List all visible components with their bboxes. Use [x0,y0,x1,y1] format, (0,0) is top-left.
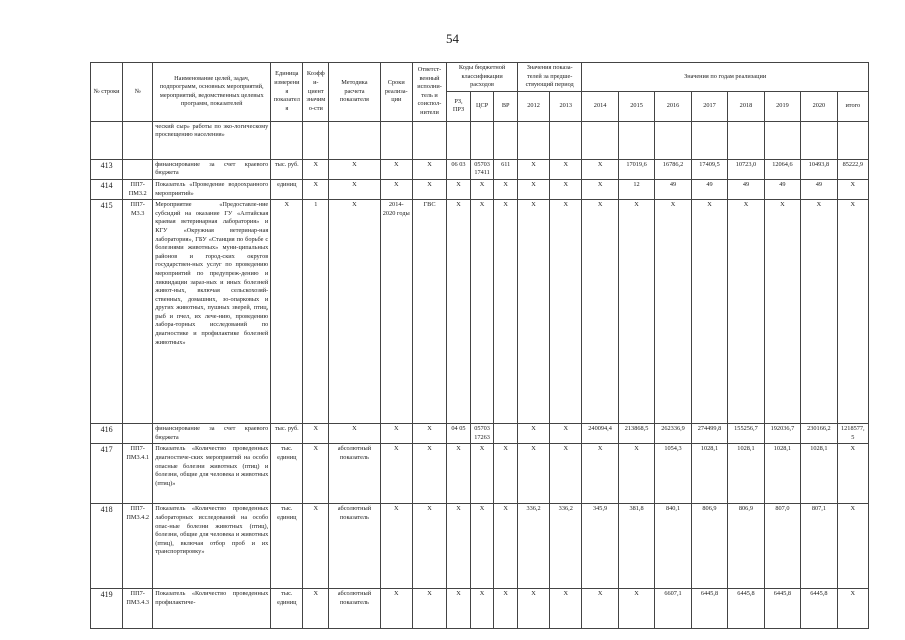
cell-code: ПП7-ПМ3.4.3 [123,589,153,629]
cell-coefficient: X [303,179,329,199]
cell-row-number: 413 [91,159,123,179]
cell-vr: X [494,200,518,424]
cell-2018 [728,121,764,159]
cell-vr: 611 [494,159,518,179]
header-term: Сроки реализа-ции [380,63,412,122]
cell-row-number: 416 [91,424,123,444]
cell-coefficient: 1 [303,200,329,424]
cell-2014: X [582,179,618,199]
cell-csr: X [470,444,494,504]
cell-name: ческий сыр» работы по эко-логическому просвещению населения» [153,121,271,159]
cell-csr: X [470,504,494,589]
header-vr: ВР [494,91,518,121]
cell-2017: 1028,1 [691,444,727,504]
cell-term: X [380,504,412,589]
cell-2012: X [517,179,549,199]
cell-2015: 213868,5 [618,424,654,444]
header-row-number: № строки [91,63,123,122]
cell-2018: 49 [728,179,764,199]
cell-rz: X [447,200,471,424]
cell-rz: X [447,589,471,629]
cell-rz: 04 05 [447,424,471,444]
cell-2019 [764,121,800,159]
cell-coefficient: X [303,424,329,444]
cell-responsible: ГВС [412,200,446,424]
cell-2012 [517,121,549,159]
header-2012: 2012 [517,91,549,121]
cell-2016: 16786,2 [655,159,691,179]
cell-2018: 155256,7 [728,424,764,444]
cell-term [380,121,412,159]
cell-2020: 230166,2 [801,424,837,444]
cell-name: Показатель «Количество проведенных лабораторных исследований на особо опас-ные болезни животных (птиц), болезни, общие для человека и животных (птиц), включая отбор проб и их транспортировку» [153,504,271,589]
cell-2012: X [517,159,549,179]
header-total: итого [837,91,868,121]
cell-2014: X [582,159,618,179]
cell-2015: X [618,200,654,424]
table-row [91,589,869,629]
cell-responsible: X [412,444,446,504]
cell-row-number: 417 [91,444,123,504]
cell-2013 [550,121,582,159]
table-row [91,504,869,589]
cell-row-number [91,121,123,159]
cell-total: 1218577,5 [837,424,868,444]
table-row [91,159,869,179]
header-2018: 2018 [728,91,764,121]
table-row [91,121,869,159]
cell-responsible: X [412,589,446,629]
cell-2012: X [517,589,549,629]
cell-vr: X [494,504,518,589]
cell-2014: X [582,444,618,504]
cell-responsible: X [412,504,446,589]
cell-2013: X [550,200,582,424]
cell-2018: X [728,200,764,424]
cell-2013: X [550,444,582,504]
cell-2013: X [550,424,582,444]
cell-responsible: X [412,424,446,444]
cell-2016: 840,1 [655,504,691,589]
cell-2016: 6607,1 [655,589,691,629]
cell-csr: X [470,200,494,424]
cell-row-number: 415 [91,200,123,424]
cell-2017: 49 [691,179,727,199]
cell-2017: 274499,8 [691,424,727,444]
cell-2016: X [655,200,691,424]
cell-2014: X [582,200,618,424]
cell-unit: единиц [271,179,303,199]
cell-method: X [329,159,381,179]
header-2017: 2017 [691,91,727,121]
cell-responsible [412,121,446,159]
cell-coefficient: X [303,444,329,504]
cell-2015: X [618,444,654,504]
cell-total: 85222,9 [837,159,868,179]
cell-2015: 12 [618,179,654,199]
cell-term: X [380,444,412,504]
cell-2015: 381,8 [618,504,654,589]
cell-2013: X [550,179,582,199]
cell-code [123,159,153,179]
cell-2020: 49 [801,179,837,199]
cell-2019: 807,0 [764,504,800,589]
cell-2015 [618,121,654,159]
cell-method: X [329,200,381,424]
cell-coefficient: X [303,589,329,629]
cell-term: X [380,424,412,444]
cell-total: X [837,179,868,199]
header-2019: 2019 [764,91,800,121]
cell-term: X [380,179,412,199]
cell-method: X [329,179,381,199]
cell-2016 [655,121,691,159]
cell-unit: тыс. единиц [271,589,303,629]
cell-total: X [837,444,868,504]
header-years: Значения по годам реализации [582,63,869,92]
cell-2016: 1054,3 [655,444,691,504]
header-2020: 2020 [801,91,837,121]
cell-2017 [691,121,727,159]
cell-csr: X [470,589,494,629]
header-rz: РЗ, ПРЗ [447,91,471,121]
cell-2013: 336,2 [550,504,582,589]
cell-rz: X [447,179,471,199]
cell-method [329,121,381,159]
table-row [91,424,869,444]
cell-coefficient: X [303,504,329,589]
header-previous-period: Значения показа-телей за предше-ствующий период [517,63,581,92]
cell-vr [494,121,518,159]
header-method: Методика расчета показателя [329,63,381,122]
header-2016: 2016 [655,91,691,121]
cell-2012: X [517,200,549,424]
cell-vr: X [494,589,518,629]
program-indicators-table [90,62,869,629]
cell-total: X [837,504,868,589]
cell-code: ПП7-ПМ3.4.2 [123,504,153,589]
cell-rz [447,121,471,159]
cell-name: финансирование за счет краевого бюджета [153,159,271,179]
cell-total: X [837,200,868,424]
header-name: Наименование целей, задач, подпрограмм, основных мероприятий, мероприятий, ведомственных целевых программ, показателей [153,63,271,122]
header-code: № [123,63,153,122]
cell-row-number: 418 [91,504,123,589]
cell-vr: X [494,179,518,199]
cell-term: 2014-2020 годы [380,200,412,424]
table-header [91,63,869,122]
cell-2012: 336,2 [517,504,549,589]
cell-2015: 17019,6 [618,159,654,179]
program-table-sheet [90,62,869,632]
page-number: 54 [446,31,459,46]
cell-unit: тыс. руб. [271,424,303,444]
cell-name: Показатель «Количество проведенных профилактиче- [153,589,271,629]
cell-unit: X [271,200,303,424]
cell-code: ПП7-М3.3 [123,200,153,424]
table-body [91,121,869,629]
cell-vr: X [494,444,518,504]
cell-csr: 05703 17263 [470,424,494,444]
cell-coefficient [303,121,329,159]
cell-2014: X [582,589,618,629]
cell-total [837,121,868,159]
table-row [91,200,869,424]
header-2015: 2015 [618,91,654,121]
cell-2019: X [764,200,800,424]
cell-name: Показатель «Проведение водоохранного мероприятий» [153,179,271,199]
cell-2019: 192036,7 [764,424,800,444]
cell-code: ПП7-ПМ3.2 [123,179,153,199]
cell-2020: 10493,8 [801,159,837,179]
cell-2019: 12064,6 [764,159,800,179]
cell-2012: X [517,444,549,504]
cell-2016: 262336,9 [655,424,691,444]
cell-2020: 6445,8 [801,589,837,629]
cell-2019: 1028,1 [764,444,800,504]
cell-2012: X [517,424,549,444]
cell-method: абсолютный показатель [329,504,381,589]
cell-code [123,424,153,444]
cell-2017: X [691,200,727,424]
cell-2013: X [550,589,582,629]
cell-row-number: 414 [91,179,123,199]
cell-2018: 1028,1 [728,444,764,504]
cell-row-number: 419 [91,589,123,629]
cell-2018: 10723,0 [728,159,764,179]
header-coefficient: Коэффи-циент значимо-сти [303,63,329,122]
cell-2014: 240094,4 [582,424,618,444]
cell-2019: 49 [764,179,800,199]
cell-responsible: X [412,159,446,179]
cell-csr: 05703 17411 [470,159,494,179]
cell-2020: 1028,1 [801,444,837,504]
cell-unit [271,121,303,159]
cell-2014: 345,9 [582,504,618,589]
header-csr: ЦСР [470,91,494,121]
header-responsible: Ответст-венный исполни-тель и соиспол-нители [412,63,446,122]
header-2013: 2013 [550,91,582,121]
cell-2017: 6445,8 [691,589,727,629]
cell-2013: X [550,159,582,179]
table-row [91,444,869,504]
header-2014: 2014 [582,91,618,121]
cell-2014 [582,121,618,159]
cell-name: Показатель «Количество проведенных диагностиче-ских мероприятий на особо опасные болезни животных (птиц) и болезни, общие для человека и животных (птиц)» [153,444,271,504]
cell-method: абсолютный показатель [329,589,381,629]
cell-method: X [329,424,381,444]
cell-vr [494,424,518,444]
cell-unit: тыс. руб. [271,159,303,179]
cell-2016: 49 [655,179,691,199]
cell-2018: 6445,8 [728,589,764,629]
cell-total: X [837,589,868,629]
cell-rz: X [447,504,471,589]
cell-rz: 06 03 [447,159,471,179]
cell-2017: 806,9 [691,504,727,589]
cell-2020: X [801,200,837,424]
cell-coefficient: X [303,159,329,179]
cell-unit: тыс. единиц [271,504,303,589]
cell-2020 [801,121,837,159]
cell-unit: тыс. единиц [271,444,303,504]
cell-2015: X [618,589,654,629]
cell-responsible: X [412,179,446,199]
table-row [91,179,869,199]
header-unit: Единица измерения показателя [271,63,303,122]
cell-code [123,121,153,159]
cell-2017: 17409,5 [691,159,727,179]
cell-method: абсолютный показатель [329,444,381,504]
cell-code: ПП7-ПМ3.4.1 [123,444,153,504]
header-budget-codes: Коды бюджетной классификации расходов [447,63,518,92]
cell-rz: X [447,444,471,504]
cell-term: X [380,589,412,629]
cell-2020: 807,1 [801,504,837,589]
cell-term: X [380,159,412,179]
cell-csr: X [470,179,494,199]
cell-2019: 6445,8 [764,589,800,629]
cell-2018: 806,9 [728,504,764,589]
cell-name: финансирование за счет краевого бюджета [153,424,271,444]
cell-name: Мероприятие «Предоставле-ние субсидий на оказание ГУ «Алтайская краевая ветеринарная лаборатория» и КГУ «Окружная ветеринар-ная лаборатория», ГБУ «Станция по борьбе с болезнями животных» муни-ципальных районов и город-ских округов государствен-ных услуг по проведению мероприятий по предупреж-дению и ликвидации зараз-ных и иных болезней живот-ных, включая сельскохозяй-ственных, домашних, зо-опарковых и других животных, пушных зверей, птиц, рыб и пчел, их лече-нию, проведению лабора-торных исследований по диагностике и профилактике болезней животных» [153,200,271,424]
cell-csr [470,121,494,159]
